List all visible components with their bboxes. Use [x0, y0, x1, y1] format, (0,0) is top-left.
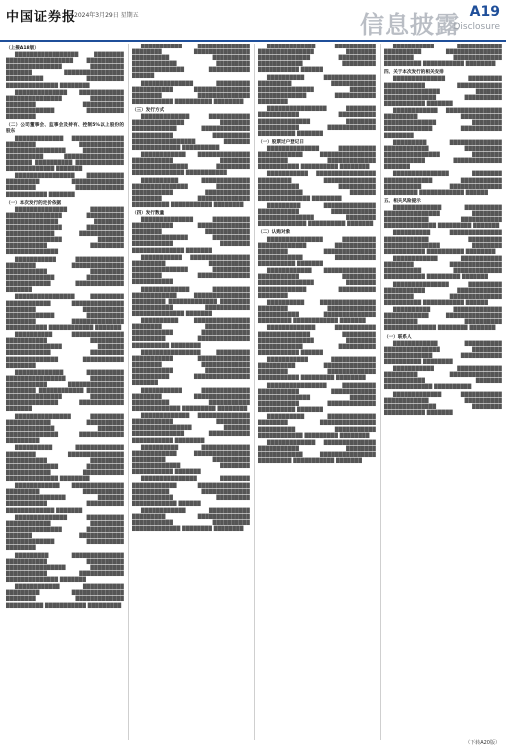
paragraph: ███████████ █████████████ ████████ ███████████████ ██████████ ███████████ █████████████ █████████ ████████: [132, 388, 250, 412]
section-heading: 四、关于本次发行的相关安排: [384, 70, 444, 76]
section-heading: （上接A18版）: [6, 46, 39, 51]
article-columns: [6, 44, 502, 740]
paragraph: █████████████ ███████████ ██████████████ ████████ ████████████ █████████████ ███████████ ██████████ █████████████████ ███████ █████████████ ██████████: [132, 115, 250, 151]
section-heading: （三）发行方式: [132, 108, 165, 114]
paragraph: ████████████ ███████████ █████████ ██████████████ ████████ █████████████ ██████████ ███████████ █████████: [6, 585, 124, 609]
paragraph: █████████████ ██████████████ ████████ ████████████ ████████████████ ███████████ ██████████ ████████████████ ███████ ██████████ █████████████ █████████████ ███████: [6, 136, 124, 172]
paragraph: ██████████ █████████████ ████████████ ███████████████ █████████ ██████████ ██████████████ ████████ ███████: [384, 308, 502, 332]
column-divider: [254, 44, 255, 740]
paragraph: ████████████ ███████████████ █████████ ███████████ ██████████████ ████████ █████████████ ███████████ ████████: [384, 109, 502, 139]
paragraph: ██████████████ ████████████ ███████████████ █████████ ████████ ███████████ █████████████ ██████████ ████████: [6, 90, 124, 121]
paragraph: ████████████ ███████████ ████████ ██████████████ ██████████ █████████████ ███████████ █████████ ███████: [384, 257, 502, 281]
paragraph: ██████████████ ██████████ ███████████ ██████████████ ████████ ████████████ ███████████████ ██████████ ███████████ ████████ ██████████████ ███████: [132, 218, 250, 254]
paragraph: ████████████████ ████████ ███████████ ██████████ ██████████████ ████████ ███████████ █████████████ ██████████ ███████: [258, 107, 376, 137]
paragraph: ███████████████ ████████ █████████████ ███████████ ██████████ ██████████████ █████████ ████████████ ██████: [384, 172, 502, 196]
paragraph: █████████████ ███████████ ███████████████ ████████ ██████████████ ██████████ ████████████ █████████ ███████████ ██████: [258, 44, 376, 74]
section-heading: （一）本次发行的定价依据: [6, 200, 62, 206]
section-heading: 五、相关风险提示: [384, 198, 421, 204]
paragraph: ██████████ ███████████████ ████████ █████████████ ███████████ ██████████████ █████████ ████████████ ███████: [258, 300, 376, 325]
paragraph: █████████████ ██████████ ████████████ ███████████████ █████████ █████████████ ████████ ███████████ ████████████ ██████████████ ███████: [132, 287, 250, 317]
paragraph: ██████████ █████████████ ████████████ ███████████████ █████████ ██████████ █████████████ ████████ ███████████ ███████: [132, 445, 250, 476]
issue-date: 2024年3月29日 星期五: [74, 12, 139, 19]
paragraph: ██████████ █████████████ ███████████████ █████████ ███████████ ████████████ ████████ ██████████████ ██████████ ███████████ ████████: [132, 178, 250, 208]
paragraph: █████████ ██████████████ ███████████ ██████████ ████████████████ █████████ ███████████ ████████████ ██████████████ ███████: [6, 553, 124, 583]
paragraph: █████████████ ██████████ ███████████████ ████████ ████████████ ███████████ ██████████████ █████████ ███████: [384, 205, 502, 230]
paragraph: ██████████ █████████████ ████████ ███████████████ ██████████ ███████████ ████████████ █████████ ████████: [258, 415, 376, 439]
paragraph: ███████████ ████████████ ██████████ ██████████████ ████████ █████████████ ███████████ █████████ ████████: [258, 358, 376, 382]
section-heading: （四）发行数量: [132, 211, 165, 216]
paragraph: ██████████ ██████████████ █████████ ████████████ ███████████████ ███████ █████████████ ███████████ ████████: [258, 75, 376, 106]
paragraph: ██████████ ██████████████ ███████████ █████████ ███████████████ ███████ ████████████ █████████ ██████████████ ███████████ ████████: [6, 333, 124, 369]
section-title-en: Disclosure: [453, 22, 500, 32]
paragraph: ██████████████ ██████████ ████████████ ███████████████ ████████ █████████████ ███████████ ██████████ ████████: [258, 146, 376, 171]
paragraph: ██████████ ███████████████ ████████ ████████████ ███████████ █████████████ █████████ ██████████████ ██████████ ████████: [132, 319, 250, 349]
column-divider: [128, 44, 129, 740]
paragraph: ███████████ █████████████ ████████ ██████████████ ███████████ █████████ █████████████ ██████████ ████████████ █████████████ ███████: [6, 257, 124, 294]
section-heading: （二）认购对象: [258, 230, 291, 236]
paragraph: ███████████████ ████████ ████████████ ██████████████ ██████████ █████████████ ███████████ █████████ ████████████ ██████: [132, 477, 250, 507]
paragraph: ████████████ ██████████████ ███████████ █████████ ███████████████ ████████ █████████████ ██████████ ████████: [258, 269, 376, 299]
paragraph: ██████████ ██████████████ ████████████ █████████ ███████████████ ████████ ███████████ ██████████ ████████: [384, 231, 502, 255]
section-title: 信息披露: [360, 11, 460, 39]
paragraph: █████████ ██████████████ ████████████ ██████████ ███████████████ ████████ ███████████ █████████████ ███████: [384, 140, 502, 171]
page-number: A19: [469, 4, 500, 20]
paragraph: ███████████████ █████████ ████████████ ██████████ █████████████ ███████ ██████████████ ████████████ █████████: [6, 414, 124, 445]
paragraph: ████████████ ███████████ █████████ ██████████████ ███████████ ██████████ █████████████ ████████ ████████: [132, 509, 250, 533]
masthead: [0, 0, 506, 42]
paragraph: ████████████ ██████████ ███████████████ ████████ █████████████ ███████████ ██████████ ████████: [384, 341, 502, 365]
paragraph: ████████████ ██████████████ █████████ ███████████ ████████████████ ███████ ███████████ ██████████ █████████████ ███████: [6, 484, 124, 514]
paragraph: █████████ ██████████████ ███████████ ████████████ ███████████████ ████████ █████████████ ██████████ ███████: [258, 204, 376, 228]
paragraph: ██████████████ █████████ ███████████████ ██████████ ██████████████ ████████ ███████████████ ██████████ █████████████ ████████████ ███████████████ ███████ ███████████ █████████ ██████████████: [6, 207, 124, 256]
column-1: [6, 44, 124, 740]
paragraph: ███████████████ █████████ ███████████ ████████████ ████████ ██████████████ ██████████ ███████████ ██████: [384, 282, 502, 306]
paragraph: █████████████ ██████████████ ███████████ ████████ ████████████ ███████████████ █████████ ███████████ ███████: [258, 440, 376, 465]
section-heading: （一）股票过户登记日: [258, 139, 304, 145]
paragraph: █████████████ ███████████ ████████████ ██████████ ██████████████ ████████ ███████████ ███████: [384, 392, 502, 417]
paragraph: █████████████ ███████████ ██████████████ █████████ ███████████████ ████████ ████████████ ██████████ ███████████ ██████: [258, 326, 376, 356]
section-heading: （二）公司董事会、监事会及持有、控制5%以上股份的股东: [6, 123, 124, 135]
continued-note: （下转A20版）: [465, 740, 500, 746]
paragraph: █████████████ ██████████████ ███████████ █████████ ████████████████ ███████ ██████████████ ███████████ ███████████ ████████: [132, 414, 250, 444]
column-4: [384, 44, 502, 740]
paragraph: ████████████████ █████████ ████████████ ██████████████ ████████ ███████████ █████████████ ██████████ ████████ ██████████████ ███████████ ████████████ ███████: [6, 295, 124, 331]
paragraph: ███████████████ █████████ █████████████ ███████████ ████████ ██████████████ ████████████ ███████████ ██████████ ███████: [258, 237, 376, 267]
paragraph: █████████████ ██████████ ████████████████ █████████ ███████████ ███████████████ ████████ ████████████ ██████████ ███████████████ █████████ ██████████████ ████████████ ███████: [6, 370, 124, 413]
paragraph: ████████████████ ██████████ █████████ ██████████████ ████████ █████████████ ███████████ ███████: [6, 174, 124, 198]
paragraph: ██████████████ █████████ ███████████ ███████████████ ████████ ██████████████ ███████████ ██████████ ████████: [132, 81, 250, 106]
paragraph: ██████████████ ██████████ ████████████ █████████ ███████████████ ██████████ ███████ ████████████ █████████████ ██████████ ████████: [6, 515, 124, 552]
paragraph: ███████████ ████████████ █████████ ██████████████ ███████████ ███████ █████████████ ██████████: [384, 367, 502, 391]
section-heading: （一）联系人: [384, 334, 412, 340]
paragraph: ███████████ ████████████ ██████████ ███████████████ ████████ █████████████ ██████████ ███████████ ████████: [384, 44, 502, 68]
paragraph: ████████████████ █████████ ███████████ ████████████ ██████████████ ███████ ███████████ █████████████ ██████████ ███████: [258, 383, 376, 414]
paragraph: ██████████ █████████████ ████████ ███████████████ ███████████ █████████ ██████████████ ██████████ ████████████ ███████████ ██████████████ ████████: [6, 446, 124, 482]
column-3: [258, 44, 376, 740]
paragraph: ████████████ ██████████████ ███████████ ████████ ███████████████ █████████ ██████████████ ███████████: [132, 152, 250, 177]
newspaper-logo: 中国证券报: [6, 10, 77, 25]
paragraph: ███████████ ██████████████ ████████ ███████████████ ██████████ ██████████ ████████████ █████████ ██████████████ ███████████ ██████: [132, 44, 250, 80]
column-divider: [380, 44, 381, 740]
paragraph: ███████████ ████████████████ █████████ ███████████ ███████████████ ██████████ ████████ ██████████████ ███████████: [132, 255, 250, 286]
paragraph: ████████████████ █████████ ███████████ ██████████████ ████████ █████████████ ███████████ ████████████ ██████████ ███████████████ ███████: [132, 350, 250, 387]
paragraph: ███████████ ████████████████ █████████ ██████████████ ███████████ ██████████ ████████████ ███████ ██████████████ ████████: [258, 172, 376, 202]
column-2: [132, 44, 250, 740]
paragraph: █████████████████ ████████ ██████████████████ ██████████ ███████████████ █████████ ███████ ████████████████ ██████████ ██████████ ██████████████ ████████: [6, 53, 124, 89]
paragraph: ██████████████ █████████ ███████████ ████████████ ███████████████ ███████ ██████████████ ██████████ ███████████ ███████: [384, 77, 502, 107]
